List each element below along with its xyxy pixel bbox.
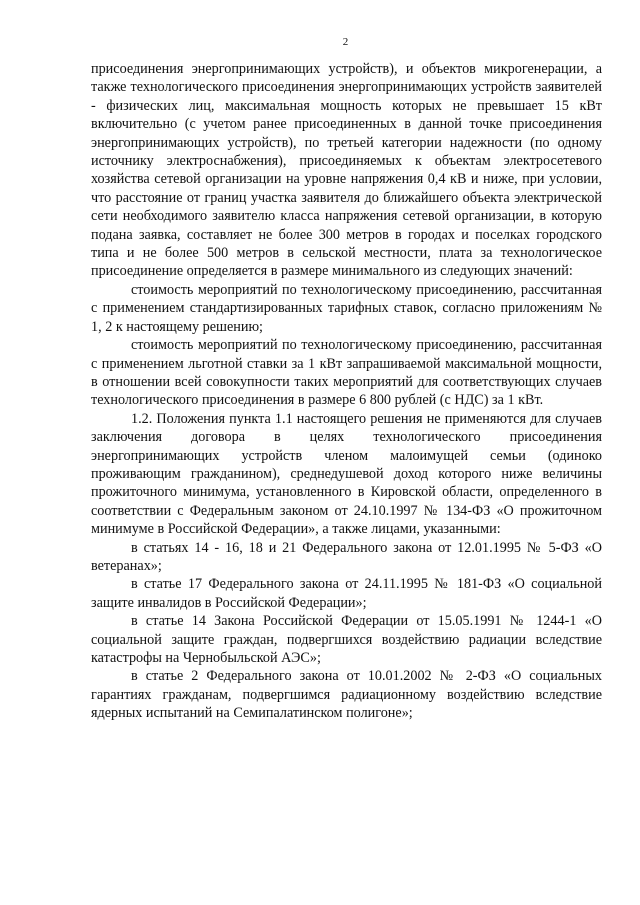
page-number: 2 — [342, 36, 349, 48]
paragraph-semipalatinsk-law: в статье 2 Федерального закона от 10.01.2002 № 2-ФЗ «О социальных гарантиях гражданам, подвергшимся радиационному воздействию вследствие ядерных испытаний на Семипалатинском полигоне»; — [91, 668, 602, 722]
paragraph-clause-1-2: 1.2. Положения пункта 1.1 настоящего решения не применяются для случаев заключения договора в целях технологического присоединения энергопринимающих устройств членом малоимущей семьи (одиноко проживающим гражданином), среднедушевой доход которого ниже величины прожиточного минимума, установленного в Кировской области, определенного в соответствии с Федеральным законом от 24.10.1997 № 134-ФЗ «О прожиточном минимуме в Российской Федерации», а также лицами, указанными: — [91, 410, 602, 538]
paragraph-chernobyl-law: в статье 14 Закона Российской Федерации от 15.05.1991 № 1244-1 «О социальной защите граждан, подвергшихся воздействию радиации вследствие катастрофы на Чернобыльской АЭС»; — [91, 613, 602, 666]
document-body — [91, 60, 602, 723]
paragraph-continuation: присоединения энергопринимающих устройств), и объектов микрогенерации, а также технологического присоединения энергопринимающих устройств заявителей - физических лиц, максимальная мощность которых не превышает 15 кВт включительно (с учетом ранее присоединенных в данной точке присоединения энергопринимающих устройств), по третьей категории надежности (по одному источнику электроснабжения), присоединяемых к объектам электросетевого хозяйства сетевой организации на уровне напряжения 0,4 кВ и ниже, при условии, что расстояние от границ участка заявителя до ближайшего объекта электрической сети необходимого заявителю класса напряжения сетевой организации, в которую подана заявка, составляет не более 300 метров в городах и поселках городского типа и не более 500 метров в сельской местности, плата за технологическое присоединение определяется в размере минимального из следующих значений: — [91, 61, 602, 280]
paragraph-veterans-law: в статьях 14 - 16, 18 и 21 Федерального закона от 12.01.1995 № 5-ФЗ «О ветеранах»; — [91, 539, 602, 574]
paragraph-preferential-rate-cost: стоимость мероприятий по технологическому присоединению, рассчитанная с применением льготной ставки за 1 кВт запрашиваемой максимальной мощности, в отношении всей совокупности таких мероприятий для соответствующих случаев технологического присоединения в размере 6 800 рублей (с НДС) за 1 кВт. — [91, 337, 602, 409]
paragraph-standard-rate-cost: стоимость мероприятий по технологическому присоединению, рассчитанная с применением стандартизированных тарифных ставок, согласно приложениям № 1, 2 к настоящему решению; — [91, 281, 602, 335]
paragraph-disabled-law: в статье 17 Федерального закона от 24.11.1995 № 181-ФЗ «О социальной защите инвалидов в Российской Федерации»; — [91, 576, 602, 611]
